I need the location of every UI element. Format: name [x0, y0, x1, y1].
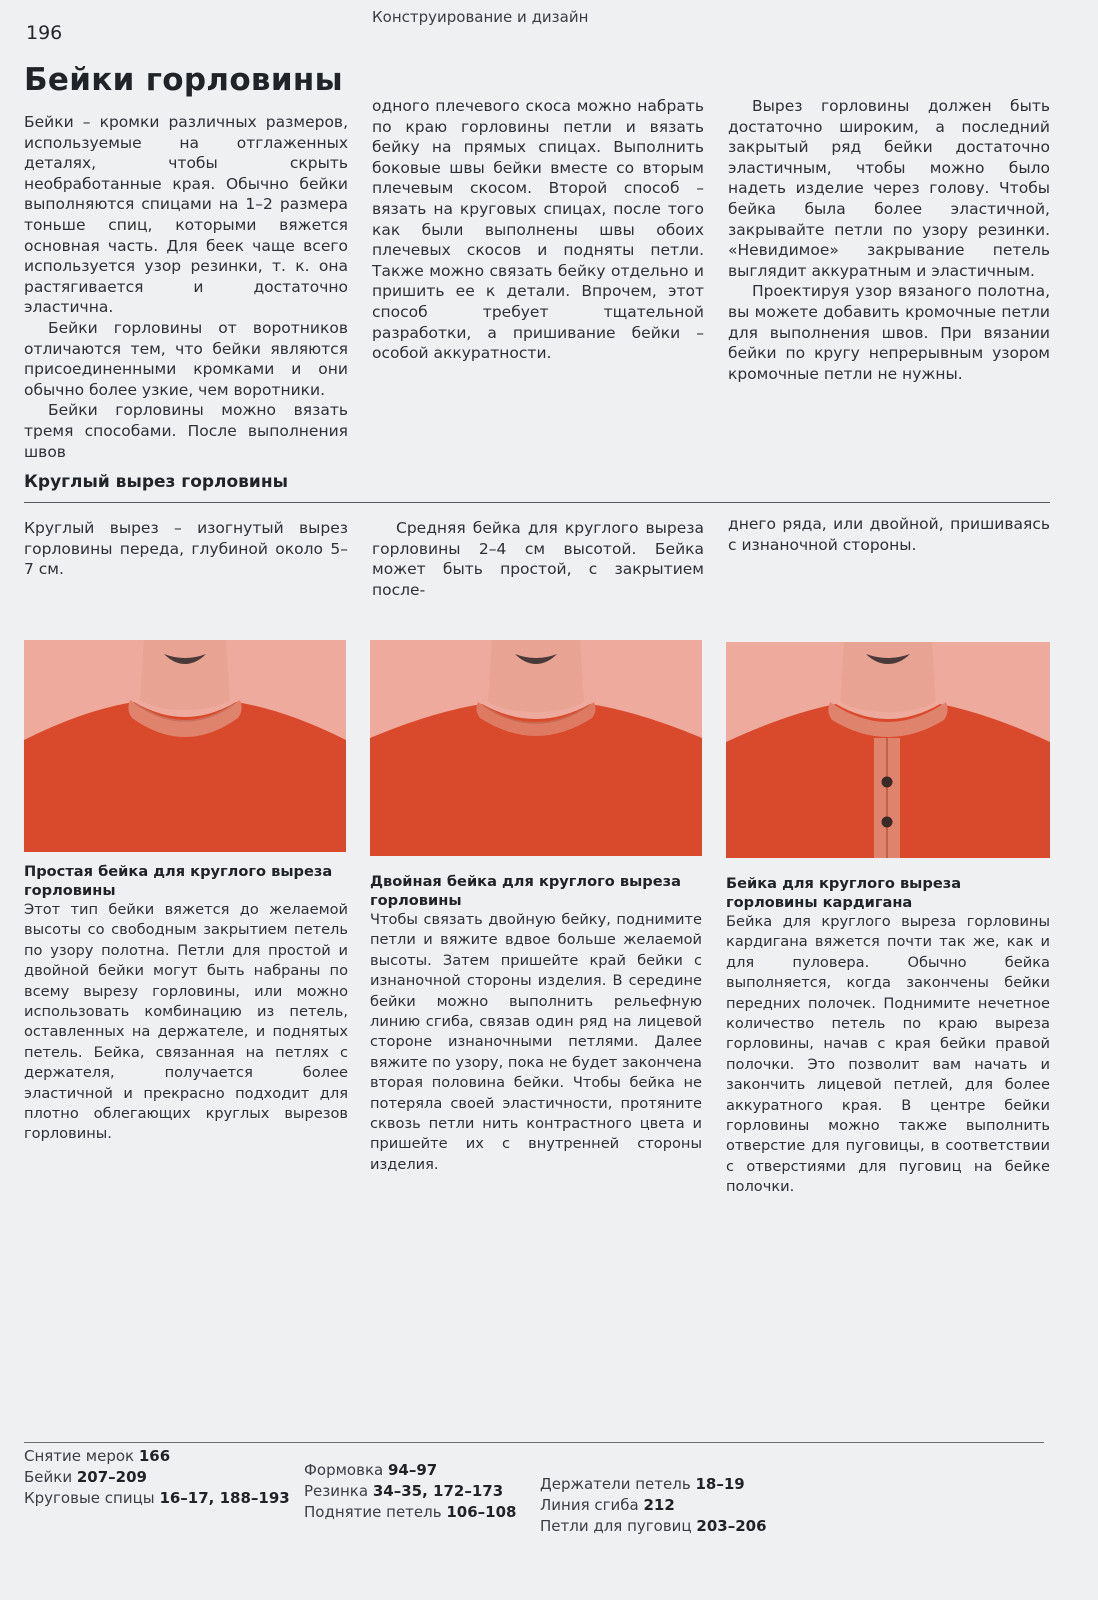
reference-pages: 166: [138, 1447, 171, 1465]
cross-reference: [24, 1446, 290, 1467]
page-title: Бейки горловины: [24, 62, 343, 98]
reference-pages: 34–35, 172–173: [372, 1482, 504, 1500]
caption-cardigan-neckband: [726, 874, 1050, 1198]
caption-text: Бейка для круглого выреза горловины кардигана вяжется почти так же, как и для пуловера. Обычно бейка выполняется, когда закончены бейки передних полочек. Поднимите нечетное количество петель по краю выреза горловины, начав с края бейки правой полочки. Это позволит вам начать и закончить лицевой петлей, для более аккуратного края. В центре бейки горловины можно также выполнить отверстие для пуговицы, в соответствии с отверстиями для пуговиц на бейке полочки.: [726, 913, 1050, 1196]
button-icon: [882, 817, 893, 828]
cross-reference: [540, 1495, 767, 1516]
reference-pages: 16–17, 188–193: [159, 1489, 290, 1507]
cross-reference: [24, 1488, 290, 1509]
reference-pages: 212: [643, 1496, 675, 1514]
paragraph: Средняя бейка для круглого выреза горловины 2–4 см высотой. Бейка может быть простой, с закрытием после-: [372, 519, 704, 599]
reference-label: Круговые спицы: [24, 1489, 155, 1507]
section-divider: [24, 502, 1050, 503]
reference-label: Держатели петель: [540, 1475, 691, 1493]
intro-column-1: [24, 112, 348, 462]
photo-cardigan-neckband: [726, 642, 1050, 858]
photo-double-neckband: [370, 640, 702, 856]
reference-pages: 18–19: [695, 1475, 745, 1493]
intro-column-3: [728, 96, 1050, 384]
reference-label: Формовка: [304, 1461, 384, 1479]
button-icon: [882, 777, 893, 788]
cross-reference: [304, 1502, 516, 1523]
cross-reference: [304, 1481, 516, 1502]
cross-reference: [540, 1516, 767, 1537]
cross-reference-column-3: [540, 1474, 767, 1537]
caption-title: Простая бейка для круглого выреза горловины: [24, 863, 333, 899]
caption-double-neckband: [370, 872, 702, 1175]
reference-label: Резинка: [304, 1482, 369, 1500]
caption-text: Этот тип бейки вяжется до желаемой высоты со свободным закрытием петель по узору полотна. Петли для простой и двойной бейки могут быть набраны по всему вырезу горловины, или можно использовать комбинацию из петель, оставленных на держателе, и поднятых петель. Бейка, связанная на петлях с держателя, получается более эластичной и прекрасно подходит для плотно облегающих круглых вырезов горловины.: [24, 901, 348, 1143]
section-column-1: [24, 518, 348, 580]
caption-title: Бейка для круглого выреза горловины кардигана: [726, 875, 962, 911]
paragraph: Вырез горловины должен быть достаточно широким, а последний закрытый ряд бейки достаточно эластичным, чтобы можно было надеть изделие через голову. Чтобы бейка была более эластичной, закрывайте петли по узору резинки. «Невидимое» закрывание петель выглядит аккуратным и эластичным.: [728, 97, 1050, 280]
cross-reference-column-2: [304, 1460, 516, 1523]
reference-pages: 94–97: [387, 1461, 438, 1479]
paragraph: Бейки – кромки различных размеров, используемые на отглаженных деталях, чтобы скрыть необработанные края. Обычно бейки выполняются спицами на 1–2 размера тоньше спиц, которыми вяжется основная часть. Для беек чаще всего используется узор резинки, т. к. она растягивается и достаточно эластична.: [24, 113, 348, 317]
reference-label: Бейки: [24, 1468, 73, 1486]
intro-column-2: [372, 96, 704, 364]
cross-reference: [540, 1474, 767, 1495]
paragraph: Бейки горловины можно вязать тремя способами. После выполнения швов: [24, 401, 348, 461]
paragraph: Бейки горловины от воротников отличаются тем, что бейки являются присоединенными кромками и они обычно более узкие, чем воротники.: [24, 318, 348, 399]
photo-simple-neckband: [24, 640, 346, 852]
cross-reference: [24, 1467, 290, 1488]
running-head: Конструирование и дизайн: [372, 8, 589, 26]
page-number: 196: [26, 22, 63, 44]
section-column-2: [372, 518, 704, 600]
paragraph: Круглый вырез – изогнутый вырез горловины переда, глубиной около 5–7 см.: [24, 519, 348, 579]
paragraph: Проектируя узор вязаного полотна, вы можете добавить кромочные петли для выполнения швов. При вязании бейки по кругу непрерывным узором кромочные петли не нужны.: [728, 282, 1050, 383]
paragraph: днего ряда, или двойной, пришиваясь с изнаночной стороны.: [728, 515, 1050, 554]
caption-simple-neckband: [24, 862, 348, 1145]
reference-label: Снятие мерок: [24, 1447, 135, 1465]
paragraph: одного плечевого скоса можно набрать по краю горловины петли и вязать бейку на прямых спицах. Выполнить боковые швы бейки вместе со вторым плечевым скосом. Второй способ – вязать на круговых спицах, после того как были выполнены швы обоих плечевых скосов и подняты петли. Также можно связать бейку отдельно и пришить ее к детали. Впрочем, этот способ требует тщательной разработки, а пришивание бейки – особой аккуратности.: [372, 97, 704, 363]
section-column-3: [728, 514, 1050, 555]
reference-label: Петли для пуговиц: [540, 1517, 692, 1535]
reference-pages: 203–206: [696, 1517, 767, 1535]
reference-pages: 207–209: [76, 1468, 147, 1486]
reference-label: Поднятие петель: [304, 1503, 442, 1521]
reference-label: Линия сгиба: [540, 1496, 639, 1514]
section-title: Круглый вырез горловины: [24, 472, 288, 492]
caption-title: Двойная бейка для круглого выреза горловины: [370, 873, 681, 909]
caption-text: Чтобы связать двойную бейку, поднимите петли и вяжите вдвое больше желаемой высоты. Затем пришейте край бейки с изнаночной стороны изделия. В середине бейки можно выполнить рельефную линию сгиба, связав один ряд на лицевой стороне изнаночными петлями. Далее вяжите по узору, пока не будет закончена вторая половина бейки. Чтобы бейка не потеряла своей эластичности, протяните сквозь петли нить контрастного цвета и пришейте их с внутренней стороны изделия.: [370, 911, 702, 1173]
cross-reference-column-1: [24, 1446, 290, 1509]
footer-divider: [24, 1442, 1044, 1443]
cross-reference: [304, 1460, 516, 1481]
reference-pages: 106–108: [446, 1503, 517, 1521]
